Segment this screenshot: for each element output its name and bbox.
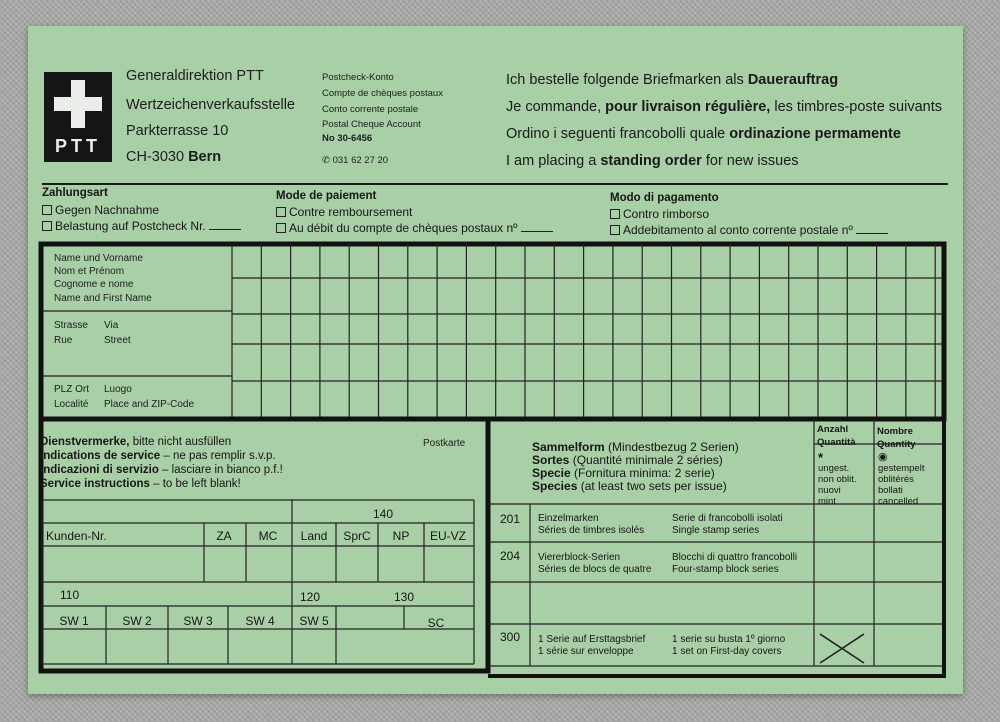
order-text-fr: Je commande, pour livraison régulière, les timbres-poste suivants — [506, 99, 942, 115]
payment-heading-it: Modo di pagamento — [610, 192, 719, 204]
series-row-201-fr: Séries de timbres isolés — [538, 525, 645, 536]
label-sw2: SW 2 — [122, 614, 152, 628]
label-za: ZA — [216, 529, 232, 543]
series-code-300: 300 — [500, 630, 521, 644]
cancelled-fr: oblitérés — [878, 474, 914, 485]
series-row-204-de: Viererblock-Serien — [538, 552, 621, 563]
series-heading-it: Specie (Fornitura minima: 2 serie) — [532, 466, 715, 480]
unused-de: ungest. — [818, 463, 850, 474]
series-row-204-it: Blocchi di quattro francobolli — [672, 552, 798, 563]
label-name-fr: Nom et Prénom — [54, 266, 125, 277]
label-np: NP — [392, 529, 410, 543]
address-city: CH-3030 Bern — [126, 149, 222, 165]
label-street-it: Via — [104, 320, 119, 331]
label-sw5: SW 5 — [299, 614, 329, 628]
series-row-300-fr: 1 série sur enveloppe — [538, 646, 634, 657]
form-grid-lines — [28, 26, 963, 694]
unused-star-icon: * — [818, 450, 824, 465]
order-card — [28, 26, 963, 694]
postcheck-label-de: Postcheck-Konto — [322, 72, 394, 83]
address-line-2: Wertzeichenverkaufsstelle — [126, 97, 295, 113]
series-row-204-en: Four-stamp block series — [672, 564, 779, 575]
payment-option-debit-it[interactable]: Addebitamento al conto corrente postale nº — [610, 223, 888, 237]
postcheck-number: No 30-6456 — [322, 133, 373, 144]
label-street-en: Street — [104, 335, 131, 346]
label-name-de: Name und Vorname — [54, 253, 143, 264]
address-line-1: Generaldirektion PTT — [126, 68, 264, 84]
cancelled-it: bollati — [878, 485, 903, 496]
unused-fr: nuovi — [818, 485, 841, 496]
address-line-3: Parkterrasse 10 — [126, 123, 229, 139]
order-text-en: I am placing a standing order for new issues — [506, 153, 799, 169]
label-zip-en: Place and ZIP-Code — [104, 399, 195, 410]
series-row-300-de: 1 Serie auf Ersttagsbrief — [538, 634, 646, 645]
series-row-201-en: Single stamp series — [672, 525, 760, 536]
quantity-label-en: Quantity — [877, 439, 916, 450]
quantity-label-de: Anzahl — [817, 424, 849, 435]
unused-en: mint — [818, 496, 836, 507]
code-130: 130 — [394, 590, 415, 604]
label-customer-number: Kunden-Nr. — [46, 529, 107, 543]
series-code-204: 204 — [500, 549, 521, 563]
service-note-en: Service instructions – to be left blank! — [40, 478, 241, 490]
postcheck-label-it: Conto corrente postale — [322, 104, 419, 115]
payment-option-debit-fr[interactable]: Au débit du compte de chèques postaux nº — [276, 221, 553, 235]
series-row-300-en: 1 set on First-day covers — [672, 646, 782, 657]
series-row-201-de: Einzelmarken — [538, 513, 599, 524]
code-120: 120 — [300, 590, 321, 604]
service-note-fr: Indications de service – ne pas remplir s.v.p. — [40, 450, 276, 462]
logo-text: PTT — [55, 136, 101, 156]
unused-it: non oblit. — [818, 474, 857, 485]
service-note-de: Dienstvermerke, bitte nicht ausfüllen — [40, 436, 232, 448]
label-zip-fr: Localité — [54, 399, 89, 410]
label-land: Land — [300, 529, 328, 543]
series-row-201-it: Serie di francobolli isolati — [672, 513, 783, 524]
label-sc: SC — [427, 616, 445, 630]
series-row-204-fr: Séries de blocs de quatre — [538, 564, 652, 575]
series-code-201: 201 — [500, 512, 521, 526]
label-sprc: SprC — [343, 529, 371, 543]
label-street-de: Strasse — [54, 320, 88, 331]
series-heading-en: Species (at least two sets per issue) — [532, 479, 727, 493]
label-street-fr: Rue — [54, 335, 73, 346]
payment-heading-fr: Mode de paiement — [276, 190, 377, 202]
cancelled-de: gestempelt — [878, 463, 925, 474]
payment-heading-de: Zahlungsart — [42, 187, 108, 199]
postcheck-label-fr: Compte de chèques postaux — [322, 88, 443, 99]
postcheck-label-en: Postal Cheque Account — [322, 119, 421, 130]
payment-option-cod-de[interactable]: Gegen Nachnahme — [42, 203, 159, 217]
label-sw1: SW 1 — [59, 614, 89, 628]
service-note-it: Indicazioni di servizio – lasciare in bianco p.f.! — [40, 464, 283, 476]
quantity-label-it: Quantità — [817, 437, 856, 448]
label-zip-it: Luogo — [104, 384, 132, 395]
payment-option-cod-fr[interactable]: Contre remboursement — [276, 205, 412, 219]
code-110: 110 — [60, 588, 80, 602]
payment-option-debit-de[interactable]: Belastung auf Postcheck Nr. — [42, 219, 241, 233]
postcard-label: Postkarte — [423, 438, 466, 449]
payment-option-cod-it[interactable]: Contro rimborso — [610, 207, 709, 221]
order-text-de: Ich bestelle folgende Briefmarken als Dauerauftrag — [506, 72, 839, 88]
label-zip-de: PLZ Ort — [54, 384, 90, 395]
code-140: 140 — [372, 507, 394, 521]
label-sw3: SW 3 — [183, 614, 213, 628]
series-heading-fr: Sortes (Quantité minimale 2 séries) — [532, 453, 723, 467]
label-sw4: SW 4 — [245, 614, 275, 628]
phone-number: ✆ 031 62 27 20 — [322, 155, 389, 166]
label-mc: MC — [258, 529, 278, 543]
order-text-it: Ordino i seguenti francobolli quale ordinazione permamente — [506, 126, 901, 142]
label-eu-vz: EU-VZ — [430, 529, 466, 543]
label-name-it: Cognome e nome — [54, 279, 134, 290]
label-name-en: Name and First Name — [54, 293, 152, 304]
quantity-label-fr: Nombre — [877, 426, 913, 437]
series-row-300-it: 1 serie su busta 1º giorno — [672, 634, 786, 645]
cancelled-en: cancelled — [878, 496, 919, 507]
cancelled-circle-icon: ◉ — [878, 451, 888, 463]
series-heading-de: Sammelform (Mindestbezug 2 Serien) — [532, 440, 739, 454]
